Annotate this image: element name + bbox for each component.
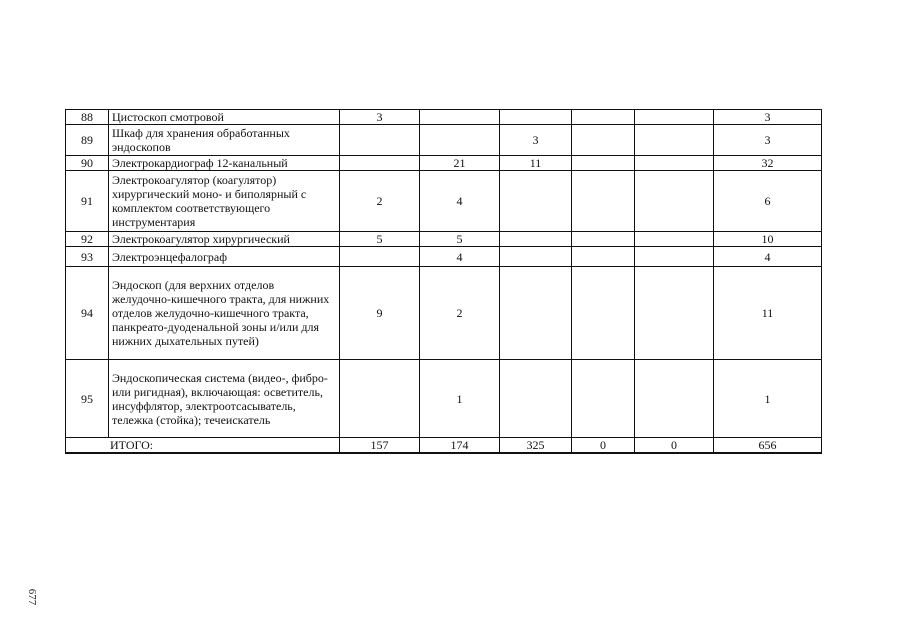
quantity-cell: 3 — [500, 125, 572, 156]
quantity-cell — [635, 125, 714, 156]
total-cell: 4 — [714, 247, 822, 267]
quantity-cell — [500, 232, 572, 247]
quantity-cell: 3 — [340, 110, 420, 125]
table-row — [66, 360, 822, 438]
row-number: 93 — [66, 247, 109, 267]
quantity-cell — [572, 232, 635, 247]
row-number: 92 — [66, 232, 109, 247]
quantity-cell — [572, 171, 635, 232]
quantity-cell — [340, 156, 420, 171]
summary-cell: 325 — [500, 438, 572, 454]
quantity-cell: 5 — [340, 232, 420, 247]
quantity-cell — [572, 110, 635, 125]
summary-total: 656 — [714, 438, 822, 454]
quantity-cell — [635, 232, 714, 247]
table-row — [66, 156, 822, 171]
row-number: 95 — [66, 360, 109, 438]
equipment-name: Цистоскоп смотровой — [109, 110, 340, 125]
row-number: 90 — [66, 156, 109, 171]
quantity-cell: 2 — [420, 267, 500, 360]
row-number: 88 — [66, 110, 109, 125]
total-cell: 6 — [714, 171, 822, 232]
total-cell: 3 — [714, 125, 822, 156]
equipment-name: Электрокоагулятор хирургический — [109, 232, 340, 247]
quantity-cell: 4 — [420, 171, 500, 232]
total-cell: 32 — [714, 156, 822, 171]
table-row — [66, 232, 822, 247]
quantity-cell — [500, 267, 572, 360]
quantity-cell — [572, 360, 635, 438]
quantity-cell — [635, 267, 714, 360]
quantity-cell: 21 — [420, 156, 500, 171]
equipment-name: Эндоскоп (для верхних отделов желудочно-кишечного тракта, для нижних отделов желудочно-кишечного тракта, панкреато-дуоденальной зоны и/или для нижних дыхательных путей) — [109, 267, 340, 360]
quantity-cell — [635, 360, 714, 438]
quantity-cell — [340, 360, 420, 438]
summary-cell: 157 — [340, 438, 420, 454]
quantity-cell: 4 — [420, 247, 500, 267]
summary-cell: 0 — [635, 438, 714, 454]
quantity-cell — [340, 247, 420, 267]
summary-row — [66, 438, 822, 454]
table-row — [66, 171, 822, 232]
quantity-cell — [420, 110, 500, 125]
row-number: 91 — [66, 171, 109, 232]
quantity-cell: 2 — [340, 171, 420, 232]
row-number: 94 — [66, 267, 109, 360]
quantity-cell — [635, 247, 714, 267]
table-row — [66, 125, 822, 156]
equipment-table — [65, 109, 822, 454]
total-cell: 3 — [714, 110, 822, 125]
row-number: 89 — [66, 125, 109, 156]
equipment-name: Электрокоагулятор (коагулятор) хирургический моно- и биполярный с комплектом соответствующего инструментария — [109, 171, 340, 232]
quantity-cell: 1 — [420, 360, 500, 438]
quantity-cell — [420, 125, 500, 156]
quantity-cell — [635, 156, 714, 171]
total-cell: 11 — [714, 267, 822, 360]
quantity-cell — [500, 110, 572, 125]
table-body — [66, 110, 822, 454]
summary-label: ИТОГО: — [66, 438, 340, 454]
quantity-cell — [572, 267, 635, 360]
quantity-cell — [340, 125, 420, 156]
summary-cell: 0 — [572, 438, 635, 454]
quantity-cell — [500, 360, 572, 438]
equipment-name: Электрокардиограф 12-канальный — [109, 156, 340, 171]
total-cell: 1 — [714, 360, 822, 438]
total-cell: 10 — [714, 232, 822, 247]
table-row — [66, 267, 822, 360]
quantity-cell: 11 — [500, 156, 572, 171]
quantity-cell — [572, 156, 635, 171]
page-number: 677 — [26, 588, 38, 606]
quantity-cell — [500, 171, 572, 232]
quantity-cell — [635, 110, 714, 125]
quantity-cell: 9 — [340, 267, 420, 360]
equipment-name: Электроэнцефалограф — [109, 247, 340, 267]
equipment-name: Эндоскопическая система (видео-, фибро- или ригидная), включающая: осветитель, инсуффлятор, электроотсасыватель, тележка (стойка); течеискатель — [109, 360, 340, 438]
table-row — [66, 110, 822, 125]
table-row — [66, 247, 822, 267]
quantity-cell — [572, 125, 635, 156]
summary-cell: 174 — [420, 438, 500, 454]
quantity-cell — [572, 247, 635, 267]
quantity-cell: 5 — [420, 232, 500, 247]
equipment-name: Шкаф для хранения обработанных эндоскопов — [109, 125, 340, 156]
quantity-cell — [500, 247, 572, 267]
quantity-cell — [635, 171, 714, 232]
